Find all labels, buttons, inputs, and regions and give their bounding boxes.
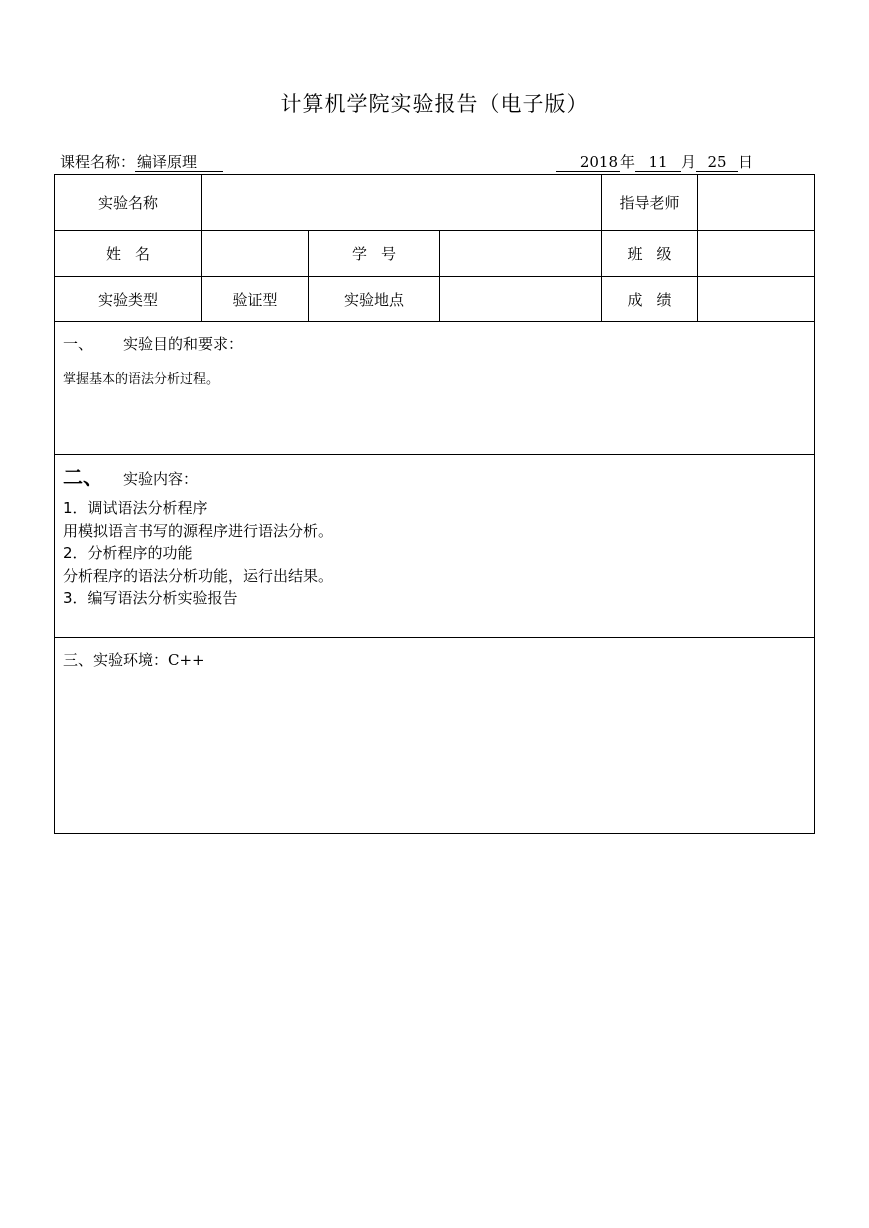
- section-content-heading: [63, 467, 806, 489]
- location-value[interactable]: [440, 277, 602, 322]
- grade-label: 成绩: [602, 277, 698, 322]
- type-value: 验证型: [202, 277, 309, 322]
- section-objectives-body: 掌握基本的语法分析过程。: [63, 372, 220, 387]
- list-item-number: 1: [63, 499, 73, 517]
- section-objectives-heading: [63, 334, 806, 354]
- list-item-number: 3: [63, 589, 73, 607]
- list-item-number: 2: [63, 544, 73, 562]
- experiment-name-label: 实验名称: [55, 175, 202, 231]
- class-value[interactable]: [698, 231, 815, 277]
- section-objectives-title: 实验目的和要求：: [123, 335, 244, 353]
- location-label: 实验地点: [309, 277, 440, 322]
- list-item: [63, 565, 806, 588]
- experiment-name-value[interactable]: [202, 175, 602, 231]
- advisor-label: 指导老师: [602, 175, 698, 231]
- date-year-unit: 年: [620, 153, 636, 171]
- list-item-text: 用模拟语言书写的源程序进行语法分析。: [63, 521, 334, 540]
- list-item: [63, 542, 806, 565]
- report-table: [54, 174, 815, 834]
- name-label: 姓名: [55, 231, 202, 277]
- course-label: 课程名称：: [60, 153, 136, 171]
- type-label: 实验类型: [55, 277, 202, 322]
- advisor-value[interactable]: [698, 175, 815, 231]
- section-content: [55, 455, 815, 638]
- section-objectives: [55, 322, 815, 455]
- list-item: [63, 587, 806, 610]
- course-name: 编译原理: [135, 154, 223, 172]
- list-item-text: ．分析程序的功能: [72, 544, 193, 562]
- section-environment-heading: 三、实验环境：C++: [63, 651, 205, 669]
- report-title: 计算机学院实验报告（电子版）: [280, 92, 589, 116]
- name-value[interactable]: [202, 231, 309, 277]
- grade-value[interactable]: [698, 277, 815, 322]
- class-label: 班级: [602, 231, 698, 277]
- date-day: 25: [696, 154, 738, 172]
- date-month: 11: [635, 154, 681, 172]
- list-item-text: ．调试语法分析程序: [72, 499, 208, 517]
- section-environment: [55, 638, 815, 834]
- section-content-list: [63, 497, 806, 610]
- list-item: [63, 520, 806, 543]
- date-line: [556, 152, 753, 172]
- list-item-text: 分析程序的语法分析功能，运行出结果。: [63, 566, 334, 585]
- list-item-text: ．编写语法分析实验报告: [72, 589, 238, 607]
- list-item: [63, 497, 806, 520]
- section-objectives-number: 一、: [63, 335, 94, 353]
- section-content-title: 实验内容：: [123, 470, 199, 488]
- date-year: 2018: [556, 154, 620, 172]
- date-month-unit: 月: [681, 153, 697, 171]
- section-content-number: 二、: [63, 465, 103, 489]
- course-line: [60, 152, 223, 172]
- date-day-unit: 日: [738, 153, 754, 171]
- student-id-value[interactable]: [440, 231, 602, 277]
- student-id-label: 学号: [309, 231, 440, 277]
